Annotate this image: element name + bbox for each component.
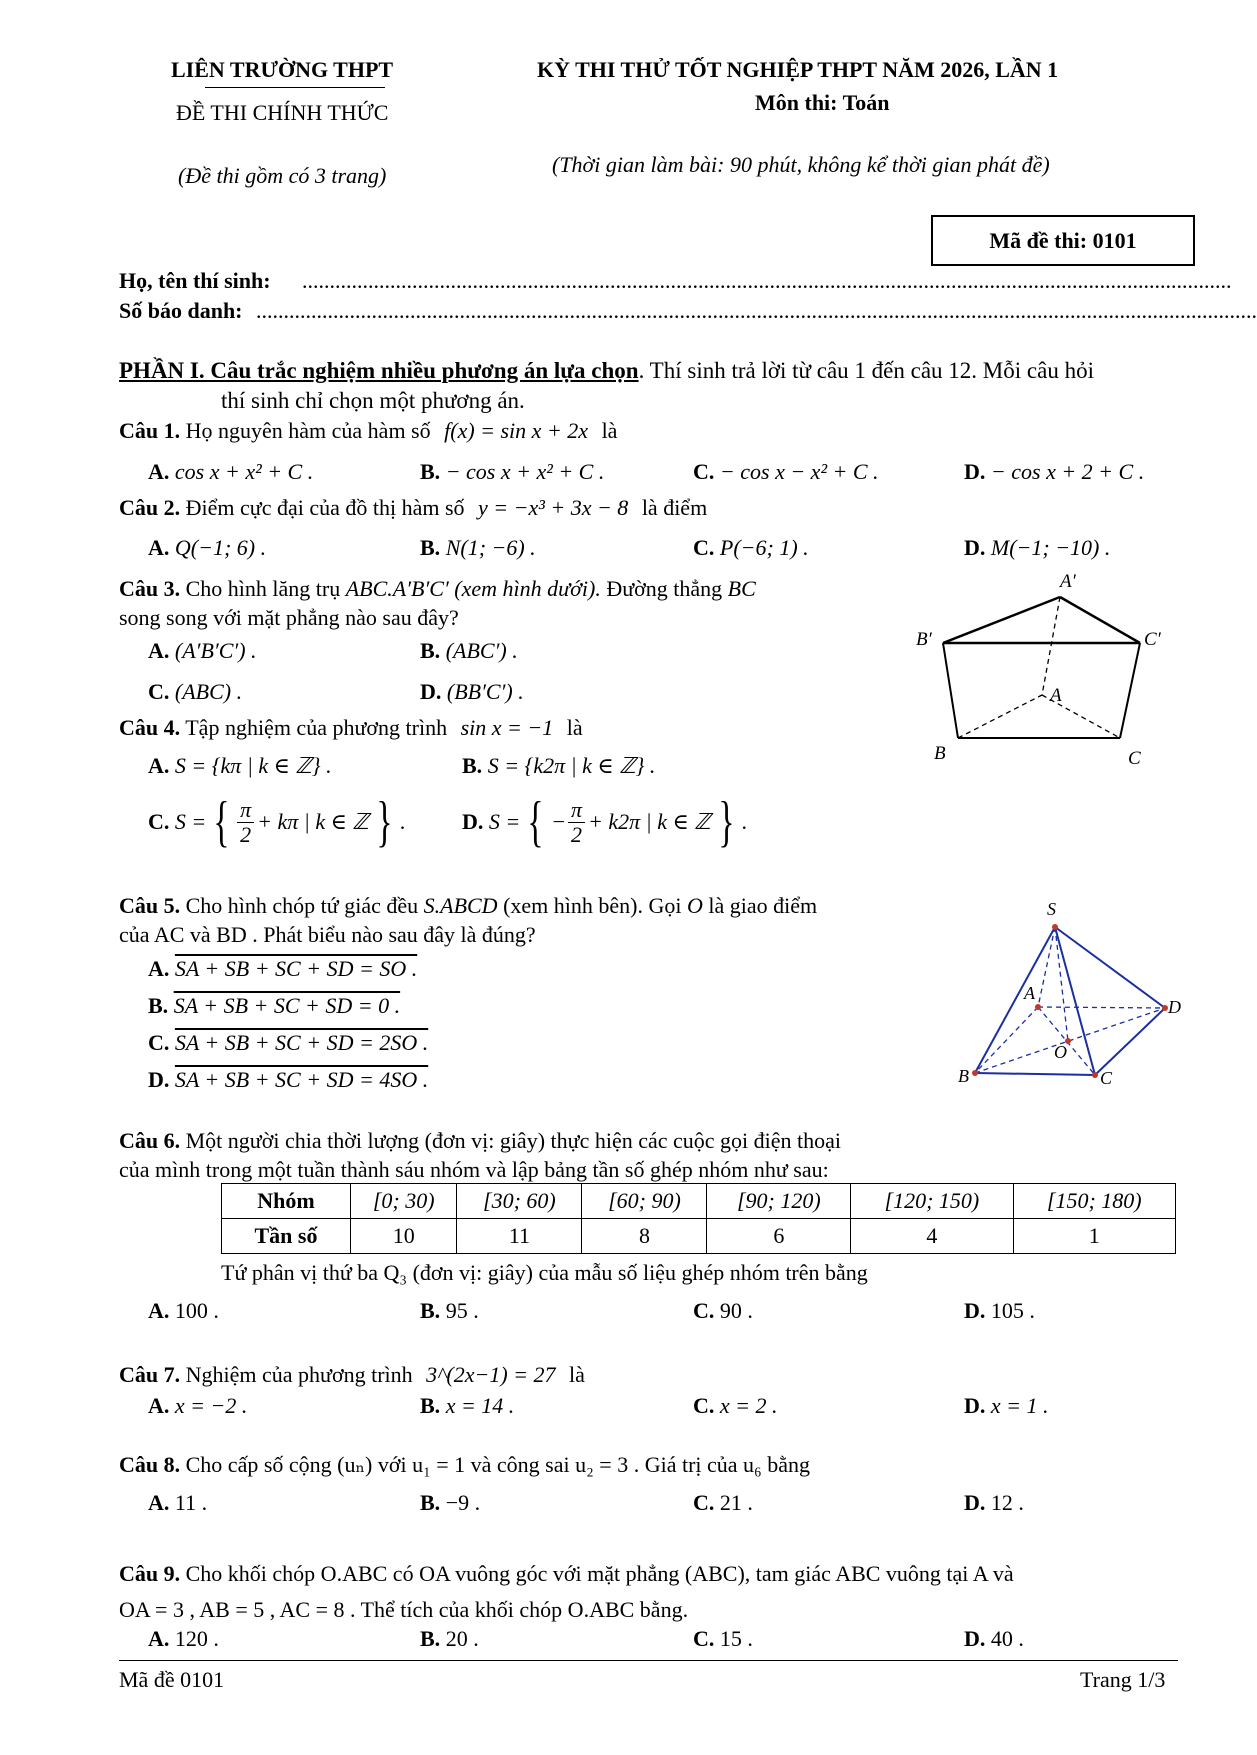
q9-option-a[interactable]: A. 120 . (148, 1626, 219, 1651)
table-header-group: Nhóm (222, 1184, 351, 1219)
prism-label-a: A (1050, 685, 1062, 706)
q7-option-a[interactable]: A. x = −2 . (148, 1393, 248, 1418)
school-name: LIÊN TRƯỜNG THPT (171, 57, 394, 82)
table-cell: 10 (351, 1219, 457, 1254)
pyramid-label-s: S (1047, 899, 1056, 919)
table-cell: 1 (1013, 1219, 1175, 1254)
q8-option-a[interactable]: A. 11 . (148, 1490, 208, 1515)
pyramid-figure (950, 895, 1180, 1095)
official-label: ĐỀ THI CHÍNH THỨC (176, 100, 389, 125)
q1-label: Câu 1. (119, 418, 181, 443)
q9-option-c[interactable]: C. 15 . (693, 1626, 753, 1651)
pages-note: (Đề thi gồm có 3 trang) (178, 163, 387, 188)
table-cell: [90; 120) (707, 1184, 851, 1219)
pyramid-label-d: D (1168, 997, 1181, 1017)
pyramid-label-a: A (1024, 983, 1035, 1003)
q4-option-c[interactable]: C. S = { π 2 + kπ | k ∈ ℤ } . (148, 791, 406, 853)
table-cell: 11 (457, 1219, 582, 1254)
q5-stem: Câu 5. Cho hình chóp tứ giác đều S.ABCD (xem hình bên). Gọi O là giao điểm (119, 893, 818, 918)
q8-stem: Câu 8. Cho cấp số cộng (uₙ) với u₁ = 1 và công sai u₂ = 3 . Giá trị của u₆ bằng (119, 1452, 810, 1477)
footer-page-number: Trang 1/3 (1080, 1667, 1166, 1692)
q3-option-c[interactable]: C. (ABC) . (148, 679, 243, 704)
prism-label-b: B (934, 743, 946, 764)
q2-stem: Câu 2. Điểm cực đại của đồ thị hàm số y = −x³ + 3x − 8 là điểm (119, 495, 708, 520)
q7-option-b[interactable]: B. x = 14 . (420, 1393, 515, 1418)
part1-text1: . Thí sinh trả lời từ câu 1 đến câu 12. Mỗi câu hỏi (638, 358, 1094, 383)
pyramid-label-o: O (1054, 1042, 1067, 1062)
student-name-label: Họ, tên thí sinh: (119, 268, 271, 293)
q1-option-b[interactable]: B. − cos x + x² + C . (420, 459, 605, 484)
prism-label-b1: B′ (916, 629, 932, 650)
table-cell: [30; 60) (457, 1184, 582, 1219)
q5-line2: của AC và BD . Phát biểu nào sau đây là đúng? (119, 922, 536, 947)
q7-stem: Câu 7. Nghiệm của phương trình 3^(2x−1) = 27 là (119, 1362, 585, 1387)
q6-after: Tứ phân vị thứ ba Q₃ (đơn vị: giây) của mẫu số liệu ghép nhóm trên bằng (221, 1260, 868, 1285)
pyramid-label-b: B (958, 1066, 969, 1086)
q1-option-c[interactable]: C. − cos x − x² + C . (693, 459, 879, 484)
q3-option-b[interactable]: B. (ABC′) . (420, 638, 518, 663)
table-row (222, 1219, 1176, 1254)
q7-option-d[interactable]: D. x = 1 . (964, 1393, 1049, 1418)
exam-title: KỲ THI THỬ TỐT NGHIỆP THPT NĂM 2026, LẦN 1 (537, 57, 1059, 82)
q9-line1: Câu 9. Cho khối chóp O.ABC có OA vuông góc với mặt phẳng (ABC), tam giác ABC vuông tại A và (119, 1561, 1014, 1586)
q6-option-c[interactable]: C. 90 . (693, 1298, 753, 1323)
q2-option-d[interactable]: D. M(−1; −10) . (964, 535, 1111, 560)
prism-label-c: C (1128, 748, 1141, 769)
q2-option-a[interactable]: A. Q(−1; 6) . (148, 535, 267, 560)
table-cell: [120; 150) (851, 1184, 1013, 1219)
q1-expr: f(x) = sin x + 2x (444, 418, 589, 443)
q3-option-a[interactable]: A. (A′B′C′) . (148, 638, 257, 663)
q3-stem: Câu 3. Cho hình lăng trụ ABC.A′B′C′ (xem hình dưới). Đường thẳng BC (119, 576, 756, 601)
q2-option-c[interactable]: C. P(−6; 1) . (693, 535, 809, 560)
q4-option-d[interactable]: D. S = { − $\frac{\pi}{2}$ + k2π | k ∈ ℤ } . (462, 791, 748, 853)
q9-line2: OA = 3 , AB = 5 , AC = 8 . Thể tích của khối chóp O.ABC bằng. (119, 1597, 689, 1622)
frequency-table (221, 1183, 1176, 1254)
part1-title: PHẦN I. Câu trắc nghiệm nhiều phương án lựa chọn (119, 358, 639, 383)
part1-text2: thí sinh chỉ chọn một phương án. (221, 388, 525, 413)
exam-code-box (931, 215, 1195, 266)
table-cell: [60; 90) (582, 1184, 707, 1219)
q6-option-a[interactable]: A. 100 . (148, 1298, 219, 1323)
table-cell: 8 (582, 1219, 707, 1254)
q5-option-d[interactable]: D. SA + SB + SC + SD = 4SO . (148, 1067, 429, 1092)
q8-option-b[interactable]: B. −9 . (420, 1490, 481, 1515)
q6-line1: Câu 6. Một người chia thời lượng (đơn vị: giây) thực hiện các cuộc gọi điện thoại (119, 1128, 842, 1153)
table-cell: [0; 30) (351, 1184, 457, 1219)
q1-option-a[interactable]: A. cos x + x² + C . (148, 459, 314, 484)
q5-option-a[interactable]: A. SA + SB + SC + SD = SO . (148, 956, 418, 981)
q4-option-a[interactable]: A. S = {kπ | k ∈ ℤ} . (148, 753, 332, 778)
q4-stem: Câu 4. Tập nghiệm của phương trình sin x = −1 là (119, 715, 583, 740)
q1-tail: là (601, 418, 618, 443)
student-name-dots[interactable]: ......................................................................................................................................................................... (302, 268, 1232, 293)
q7-option-c[interactable]: C. x = 2 . (693, 1393, 778, 1418)
q3-option-d[interactable]: D. (BB′C′) . (420, 679, 524, 704)
q3-line2: song song với mặt phẳng nào sau đây? (119, 605, 459, 630)
school-underline (205, 87, 385, 88)
prism-label-a1: A′ (1060, 571, 1076, 592)
q6-line2: của mình trong một tuần thành sáu nhóm và lập bảng tần số ghép nhóm như sau: (119, 1157, 829, 1182)
footer-exam-code: Mã đề 0101 (119, 1667, 225, 1692)
table-row (222, 1184, 1176, 1219)
q5-option-c[interactable]: C. SA + SB + SC + SD = 2SO . (148, 1030, 429, 1055)
subject-label: Môn thi: Toán (755, 90, 890, 115)
q8-option-d[interactable]: D. 12 . (964, 1490, 1024, 1515)
pyramid-label-c: C (1100, 1068, 1113, 1088)
q9-option-b[interactable]: B. 20 . (420, 1626, 479, 1651)
prism-label-c1: C′ (1144, 629, 1161, 650)
table-header-freq: Tần số (222, 1219, 351, 1254)
q1-option-d[interactable]: D. − cos x + 2 + C . (964, 459, 1145, 484)
table-cell: 4 (851, 1219, 1013, 1254)
time-note: (Thời gian làm bài: 90 phút, không kể thời gian phát đề) (552, 152, 1050, 177)
part1-heading (119, 358, 1094, 384)
prism-figure (916, 565, 1180, 785)
q5-option-b[interactable]: B. SA + SB + SC + SD = 0 . (148, 993, 401, 1018)
q1-stem (119, 418, 617, 444)
q6-option-d[interactable]: D. 105 . (964, 1298, 1035, 1323)
table-cell: [150; 180) (1013, 1184, 1175, 1219)
footer-divider (119, 1660, 1178, 1661)
q9-option-d[interactable]: D. 40 . (964, 1626, 1024, 1651)
q2-option-b[interactable]: B. N(1; −6) . (420, 535, 536, 560)
q1-text: Họ nguyên hàm của hàm số (185, 418, 431, 443)
exam-code: Mã đề thi: 0101 (989, 228, 1137, 253)
student-id-dots[interactable]: ...................................................................................................................................................................................... (256, 298, 1257, 323)
q4-option-b[interactable]: B. S = {k2π | k ∈ ℤ} . (462, 753, 656, 778)
q6-option-b[interactable]: B. 95 . (420, 1298, 479, 1323)
student-id-label: Số báo danh: (119, 298, 243, 323)
table-cell: 6 (707, 1219, 851, 1254)
q8-option-c[interactable]: C. 21 . (693, 1490, 753, 1515)
